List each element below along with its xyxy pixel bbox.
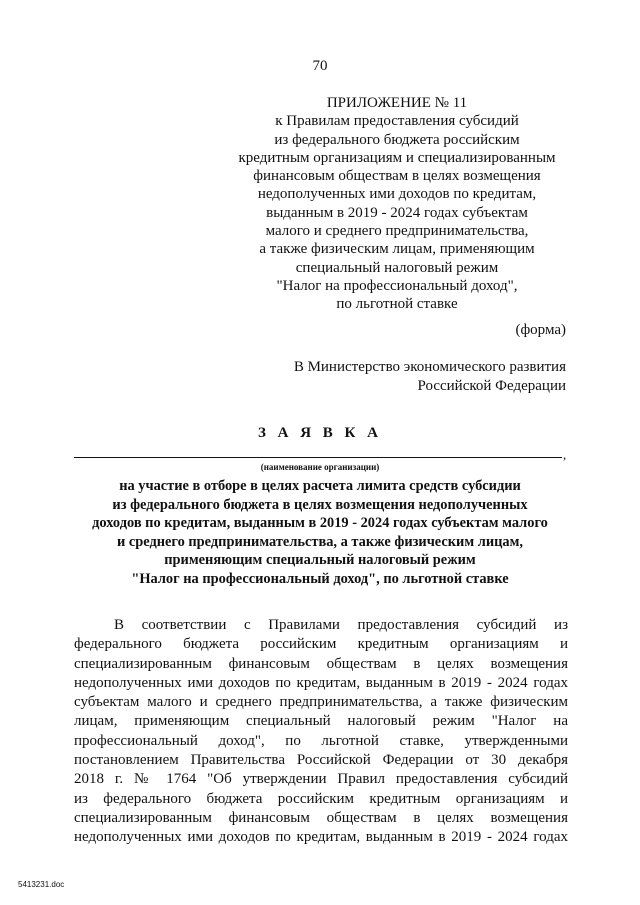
appendix-line: финансовым обществам в целях возмещения	[253, 168, 541, 185]
body-line: из федерального бюджета российским кредитным организациям и	[74, 790, 568, 807]
appendix-title: ПРИЛОЖЕНИЕ № 11	[326, 95, 468, 111]
body-line: профессиональный доход", по льготной ставке, утвержденными	[74, 732, 568, 749]
subject-line: доходов по кредитам, выданным в 2019 - 2024 годах субъектам малого	[92, 515, 548, 532]
subject-line: из федерального бюджета в целях возмещения недополученных	[112, 496, 528, 513]
body-line: недополученных ими доходов по кредитам, выданным в 2019 - 2024 годах	[74, 674, 568, 691]
body-line: 2018 г. № 1764 "Об утверждении Правил предоставления субсидий	[74, 771, 568, 788]
body-line: специализированным финансовым обществам в целях возмещения	[74, 809, 568, 826]
appendix-block	[232, 94, 562, 314]
subject-line: на участие в отборе в целях расчета лимита средств субсидии	[119, 478, 521, 494]
addressee-line: Российской Федерации	[417, 378, 566, 394]
body-line: В соответствии с Правилами предоставления субсидий из	[114, 617, 568, 633]
appendix-line: а также физическим лицам, применяющим	[259, 241, 535, 258]
body-paragraph	[74, 616, 568, 848]
appendix-line: по льготной ставке	[336, 296, 458, 313]
organization-comma: ,	[563, 447, 567, 462]
organization-caption: (наименование организации)	[260, 462, 380, 472]
body-line: специализированным финансовым обществам в целях возмещения	[74, 655, 568, 672]
appendix-line: выданным в 2019 - 2024 годах субъектам	[266, 204, 528, 221]
document-heading: З А Я В К А	[257, 425, 383, 441]
body-line: постановлением Правительства Российской Федерации от 30 декабря	[74, 752, 568, 769]
addressee-block	[266, 358, 566, 396]
organization-name-line	[74, 457, 562, 458]
page-number: 70	[312, 58, 328, 74]
addressee-line: В Министерство экономического развития	[293, 359, 566, 375]
appendix-line: малого и среднего предпринимательства,	[265, 223, 529, 240]
body-line: субъектам малого и среднего предпринимательства, а также физическим	[74, 694, 568, 711]
body-line: лицам, применяющим специальный налоговый режим "Налог на	[74, 713, 568, 730]
appendix-line: из федерального бюджета российским	[274, 131, 520, 148]
appendix-line: к Правилам предоставления субсидий	[275, 113, 519, 130]
appendix-line: специальный налоговый режим	[295, 259, 499, 276]
subject-line: "Налог на профессиональный доход", по льготной ставке	[131, 570, 509, 587]
appendix-line: недополученных ими доходов по кредитам,	[257, 186, 537, 203]
body-line: федерального бюджета российским кредитным организациям и	[74, 636, 568, 653]
form-label: (форма)	[515, 322, 566, 338]
appendix-line: кредитным организациям и специализированным	[238, 149, 556, 166]
body-line: недополученных ими доходов по кредитам, выданным в 2019 - 2024 годах	[74, 829, 568, 846]
subject-block	[70, 477, 570, 589]
appendix-line: "Налог на профессиональный доход",	[276, 277, 518, 294]
subject-line: применяющим специальный налоговый режим	[164, 552, 476, 569]
subject-line: и среднего предпринимательства, а также физическим лицам,	[116, 533, 523, 550]
file-name-footer: 5413231.doc	[18, 880, 65, 889]
